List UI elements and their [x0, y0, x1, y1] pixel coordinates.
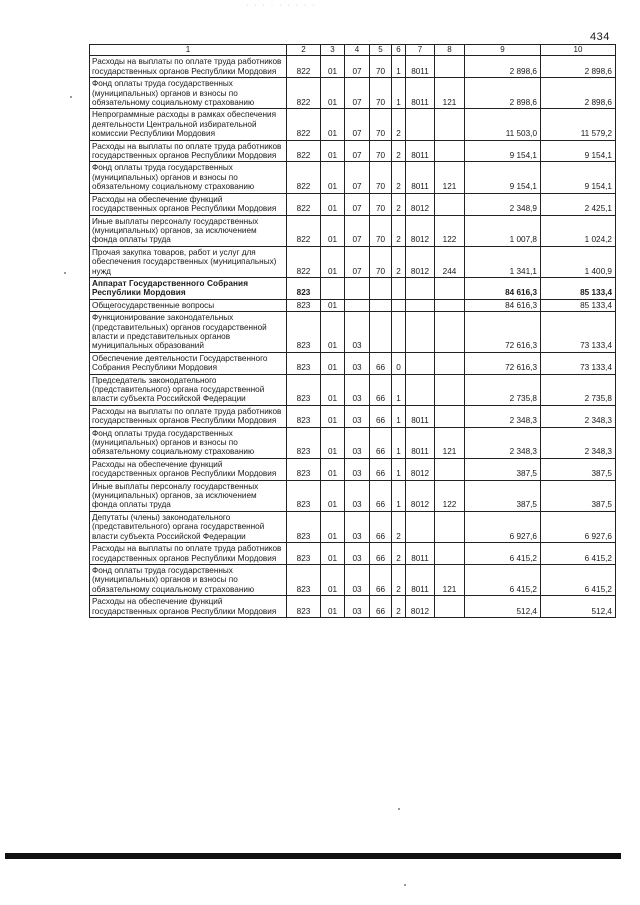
- amount-cell: 85 133,4: [541, 299, 616, 311]
- code-cell: 01: [321, 511, 345, 542]
- code-cell: 66: [370, 352, 392, 374]
- amount-cell: 2 735,8: [465, 374, 541, 405]
- table-row: [90, 109, 616, 140]
- table-row: [90, 140, 616, 162]
- code-cell: 8011: [406, 78, 435, 109]
- code-cell: 70: [370, 215, 392, 246]
- amount-cell: 6 415,2: [541, 543, 616, 565]
- code-cell: [321, 277, 345, 299]
- amount-cell: 84 616,3: [465, 299, 541, 311]
- code-cell: 822: [287, 140, 321, 162]
- code-cell: 01: [321, 543, 345, 565]
- code-cell: 8011: [406, 56, 435, 78]
- amount-cell: 2 898,6: [465, 78, 541, 109]
- code-cell: 823: [287, 277, 321, 299]
- table-header-row: [90, 45, 616, 56]
- table-row: [90, 299, 616, 311]
- code-cell: 01: [321, 193, 345, 215]
- code-cell: 121: [435, 564, 465, 595]
- code-cell: 01: [321, 458, 345, 480]
- code-cell: 822: [287, 109, 321, 140]
- amount-cell: 9 154,1: [465, 162, 541, 193]
- code-cell: 121: [435, 162, 465, 193]
- row-name-cell: Прочая закупка товаров, работ и услуг для обеспечения государственных (муниципальных) нужд: [90, 246, 287, 277]
- header-cell: 5: [370, 45, 392, 56]
- code-cell: 823: [287, 299, 321, 311]
- code-cell: 03: [345, 374, 370, 405]
- code-cell: 01: [321, 564, 345, 595]
- code-cell: 121: [435, 427, 465, 458]
- row-name-cell: Иные выплаты персоналу государственных (муниципальных) органов, за исключением фонда оплаты труда: [90, 215, 287, 246]
- code-cell: 03: [345, 596, 370, 618]
- code-cell: 03: [345, 564, 370, 595]
- amount-cell: 512,4: [541, 596, 616, 618]
- code-cell: 8012: [406, 215, 435, 246]
- code-cell: 03: [345, 427, 370, 458]
- table-row: [90, 56, 616, 78]
- code-cell: 1: [392, 458, 406, 480]
- code-cell: 1: [392, 480, 406, 511]
- amount-cell: 73 133,4: [541, 312, 616, 353]
- code-cell: 1: [392, 78, 406, 109]
- code-cell: 03: [345, 405, 370, 427]
- table-row: [90, 215, 616, 246]
- code-cell: 8011: [406, 427, 435, 458]
- code-cell: 8011: [406, 543, 435, 565]
- row-name-cell: Непрограммные расходы в рамках обеспечения деятельности Центральной избирательной комиссии Республики Мордовия: [90, 109, 287, 140]
- code-cell: 70: [370, 109, 392, 140]
- table-row: [90, 458, 616, 480]
- code-cell: 66: [370, 405, 392, 427]
- code-cell: 07: [345, 109, 370, 140]
- code-cell: 2: [392, 511, 406, 542]
- code-cell: 03: [345, 312, 370, 353]
- amount-cell: 11 579,2: [541, 109, 616, 140]
- code-cell: 01: [321, 405, 345, 427]
- code-cell: 66: [370, 427, 392, 458]
- amount-cell: 72 616,3: [465, 312, 541, 353]
- scan-artifact-dots: · · · · · · · · ·: [246, 2, 317, 9]
- code-cell: 1: [392, 405, 406, 427]
- code-cell: 8012: [406, 193, 435, 215]
- code-cell: 121: [435, 78, 465, 109]
- code-cell: [435, 543, 465, 565]
- code-cell: [406, 277, 435, 299]
- code-cell: 70: [370, 162, 392, 193]
- row-name-cell: Расходы на выплаты по оплате труда работников государственных органов Республики Мордовия: [90, 405, 287, 427]
- amount-cell: 6 415,2: [541, 564, 616, 595]
- code-cell: 01: [321, 246, 345, 277]
- code-cell: [435, 109, 465, 140]
- code-cell: 70: [370, 78, 392, 109]
- code-cell: 2: [392, 140, 406, 162]
- code-cell: [392, 312, 406, 353]
- row-name-cell: Расходы на выплаты по оплате труда работников государственных органов Республики Мордовия: [90, 140, 287, 162]
- code-cell: [435, 405, 465, 427]
- code-cell: 8012: [406, 246, 435, 277]
- amount-cell: 2 348,3: [541, 405, 616, 427]
- code-cell: 1: [392, 427, 406, 458]
- code-cell: 8012: [406, 596, 435, 618]
- code-cell: 8011: [406, 405, 435, 427]
- code-cell: [435, 596, 465, 618]
- code-cell: 2: [392, 109, 406, 140]
- code-cell: [406, 312, 435, 353]
- amount-cell: 2 348,3: [465, 427, 541, 458]
- table-row: [90, 162, 616, 193]
- code-cell: [345, 299, 370, 311]
- code-cell: [435, 511, 465, 542]
- code-cell: 01: [321, 596, 345, 618]
- page-number: 434: [590, 31, 610, 43]
- code-cell: 2: [392, 596, 406, 618]
- table-row: [90, 427, 616, 458]
- code-cell: 66: [370, 480, 392, 511]
- amount-cell: 2 348,9: [465, 193, 541, 215]
- code-cell: 8012: [406, 458, 435, 480]
- code-cell: 01: [321, 215, 345, 246]
- scan-speck: [404, 884, 406, 886]
- code-cell: 66: [370, 458, 392, 480]
- code-cell: [406, 352, 435, 374]
- code-cell: 823: [287, 458, 321, 480]
- code-cell: [435, 299, 465, 311]
- table-row: [90, 374, 616, 405]
- code-cell: [435, 374, 465, 405]
- code-cell: [392, 299, 406, 311]
- code-cell: 822: [287, 56, 321, 78]
- code-cell: 03: [345, 352, 370, 374]
- amount-cell: 85 133,4: [541, 277, 616, 299]
- row-name-cell: Иные выплаты персоналу государственных (муниципальных) органов, за исключением фонда оплаты труда: [90, 480, 287, 511]
- code-cell: 01: [321, 109, 345, 140]
- code-cell: 823: [287, 312, 321, 353]
- code-cell: 07: [345, 162, 370, 193]
- code-cell: 70: [370, 193, 392, 215]
- table-row: [90, 277, 616, 299]
- row-name-cell: Расходы на выплаты по оплате труда работников государственных органов Республики Мордовия: [90, 543, 287, 565]
- code-cell: 822: [287, 78, 321, 109]
- amount-cell: 2 898,6: [465, 56, 541, 78]
- table-row: [90, 246, 616, 277]
- row-name-cell: Аппарат Государственного Собрания Республики Мордовия: [90, 277, 287, 299]
- amount-cell: 2 735,8: [541, 374, 616, 405]
- table-row: [90, 352, 616, 374]
- code-cell: [435, 140, 465, 162]
- code-cell: 2: [392, 162, 406, 193]
- amount-cell: 387,5: [465, 458, 541, 480]
- row-name-cell: Фонд оплаты труда государственных (муниципальных) органов и взносы по обязательному социальному страхованию: [90, 564, 287, 595]
- code-cell: 01: [321, 78, 345, 109]
- code-cell: 01: [321, 162, 345, 193]
- code-cell: 03: [345, 511, 370, 542]
- code-cell: 66: [370, 511, 392, 542]
- amount-cell: 6 927,6: [541, 511, 616, 542]
- code-cell: 244: [435, 246, 465, 277]
- row-name-cell: Фонд оплаты труда государственных (муниципальных) органов и взносы по обязательному социальному страхованию: [90, 162, 287, 193]
- row-name-cell: Фонд оплаты труда государственных (муниципальных) органов и взносы по обязательному социальному страхованию: [90, 78, 287, 109]
- amount-cell: 9 154,1: [465, 140, 541, 162]
- code-cell: [370, 299, 392, 311]
- code-cell: 823: [287, 427, 321, 458]
- amount-cell: 387,5: [541, 480, 616, 511]
- amount-cell: 6 927,6: [465, 511, 541, 542]
- code-cell: 66: [370, 374, 392, 405]
- header-cell: 1: [90, 45, 287, 56]
- code-cell: 823: [287, 543, 321, 565]
- row-name-cell: Председатель законодательного (представительного) органа государственной власти субъекта Российской Федерации: [90, 374, 287, 405]
- code-cell: 823: [287, 374, 321, 405]
- code-cell: 0: [392, 352, 406, 374]
- code-cell: 07: [345, 140, 370, 162]
- code-cell: 70: [370, 56, 392, 78]
- code-cell: 822: [287, 215, 321, 246]
- code-cell: 2: [392, 543, 406, 565]
- code-cell: [406, 511, 435, 542]
- code-cell: 66: [370, 596, 392, 618]
- code-cell: [435, 193, 465, 215]
- table-row: [90, 564, 616, 595]
- code-cell: [406, 109, 435, 140]
- code-cell: 823: [287, 405, 321, 427]
- header-cell: 4: [345, 45, 370, 56]
- code-cell: 2: [392, 564, 406, 595]
- code-cell: [435, 458, 465, 480]
- table-row: [90, 405, 616, 427]
- amount-cell: 11 503,0: [465, 109, 541, 140]
- scan-bottom-bar: [5, 853, 621, 859]
- amount-cell: 1 024,2: [541, 215, 616, 246]
- row-name-cell: Фонд оплаты труда государственных (муниципальных) органов и взносы по обязательному социальному страхованию: [90, 427, 287, 458]
- table-row: [90, 312, 616, 353]
- code-cell: 2: [392, 215, 406, 246]
- code-cell: 07: [345, 246, 370, 277]
- table-body: [90, 56, 616, 618]
- header-cell: 8: [435, 45, 465, 56]
- code-cell: 01: [321, 140, 345, 162]
- code-cell: 823: [287, 596, 321, 618]
- row-name-cell: Депутаты (члены) законодательного (представительного) органа государственной власти субъекта Российской Федерации: [90, 511, 287, 542]
- budget-table: [89, 44, 616, 618]
- code-cell: 8011: [406, 564, 435, 595]
- code-cell: 2: [392, 193, 406, 215]
- header-cell: 9: [465, 45, 541, 56]
- amount-cell: 72 616,3: [465, 352, 541, 374]
- code-cell: 03: [345, 458, 370, 480]
- code-cell: 823: [287, 480, 321, 511]
- amount-cell: 387,5: [465, 480, 541, 511]
- code-cell: 70: [370, 246, 392, 277]
- code-cell: 03: [345, 480, 370, 511]
- row-name-cell: Расходы на выплаты по оплате труда работников государственных органов Республики Мордовия: [90, 56, 287, 78]
- amount-cell: 9 154,1: [541, 162, 616, 193]
- code-cell: [435, 277, 465, 299]
- header-cell: 7: [406, 45, 435, 56]
- code-cell: 07: [345, 56, 370, 78]
- code-cell: 823: [287, 511, 321, 542]
- amount-cell: 6 415,2: [465, 543, 541, 565]
- amount-cell: 1 007,8: [465, 215, 541, 246]
- code-cell: 70: [370, 140, 392, 162]
- code-cell: 01: [321, 299, 345, 311]
- code-cell: 07: [345, 215, 370, 246]
- code-cell: 1: [392, 374, 406, 405]
- table-row: [90, 511, 616, 542]
- code-cell: 8011: [406, 162, 435, 193]
- code-cell: 07: [345, 193, 370, 215]
- amount-cell: 2 348,3: [465, 405, 541, 427]
- code-cell: [370, 277, 392, 299]
- code-cell: [370, 312, 392, 353]
- amount-cell: 84 616,3: [465, 277, 541, 299]
- code-cell: [406, 374, 435, 405]
- code-cell: 823: [287, 352, 321, 374]
- code-cell: 822: [287, 162, 321, 193]
- row-name-cell: Функционирование законодательных (представительных) органов государственной власти и представительных органов муниципальных образований: [90, 312, 287, 353]
- code-cell: 122: [435, 215, 465, 246]
- code-cell: 823: [287, 564, 321, 595]
- amount-cell: 73 133,4: [541, 352, 616, 374]
- amount-cell: 387,5: [541, 458, 616, 480]
- header-cell: 3: [321, 45, 345, 56]
- row-name-cell: Расходы на обеспечение функций государственных органов Республики Мордовия: [90, 458, 287, 480]
- code-cell: 01: [321, 374, 345, 405]
- code-cell: [435, 312, 465, 353]
- code-cell: [435, 56, 465, 78]
- header-cell: 10: [541, 45, 616, 56]
- table-row: [90, 193, 616, 215]
- header-cell: 6: [392, 45, 406, 56]
- code-cell: 822: [287, 246, 321, 277]
- row-name-cell: Общегосударственные вопросы: [90, 299, 287, 311]
- amount-cell: 2 348,3: [541, 427, 616, 458]
- code-cell: 122: [435, 480, 465, 511]
- code-cell: 01: [321, 427, 345, 458]
- amount-cell: 2 425,1: [541, 193, 616, 215]
- code-cell: 1: [392, 56, 406, 78]
- amount-cell: 2 898,6: [541, 56, 616, 78]
- row-name-cell: Расходы на обеспечение функций государственных органов Республики Мордовия: [90, 596, 287, 618]
- amount-cell: 6 415,2: [465, 564, 541, 595]
- amount-cell: 2 898,6: [541, 78, 616, 109]
- code-cell: 01: [321, 352, 345, 374]
- code-cell: 8011: [406, 140, 435, 162]
- code-cell: 66: [370, 543, 392, 565]
- code-cell: [345, 277, 370, 299]
- row-name-cell: Расходы на обеспечение функций государственных органов Республики Мордовия: [90, 193, 287, 215]
- code-cell: 03: [345, 543, 370, 565]
- code-cell: 01: [321, 56, 345, 78]
- code-cell: 07: [345, 78, 370, 109]
- amount-cell: 9 154,1: [541, 140, 616, 162]
- table-row: [90, 543, 616, 565]
- table-row: [90, 596, 616, 618]
- code-cell: 66: [370, 564, 392, 595]
- table-row: [90, 480, 616, 511]
- code-cell: 01: [321, 312, 345, 353]
- amount-cell: 512,4: [465, 596, 541, 618]
- code-cell: 01: [321, 480, 345, 511]
- code-cell: 8012: [406, 480, 435, 511]
- amount-cell: 1 400,9: [541, 246, 616, 277]
- header-cell: 2: [287, 45, 321, 56]
- code-cell: 2: [392, 246, 406, 277]
- code-cell: 822: [287, 193, 321, 215]
- scan-speck: [398, 808, 400, 810]
- scan-speck: [64, 272, 66, 274]
- code-cell: [406, 299, 435, 311]
- scan-speck: [70, 96, 72, 98]
- row-name-cell: Обеспечение деятельности Государственного Собрания Республики Мордовия: [90, 352, 287, 374]
- table-row: [90, 78, 616, 109]
- code-cell: [435, 352, 465, 374]
- code-cell: [392, 277, 406, 299]
- amount-cell: 1 341,1: [465, 246, 541, 277]
